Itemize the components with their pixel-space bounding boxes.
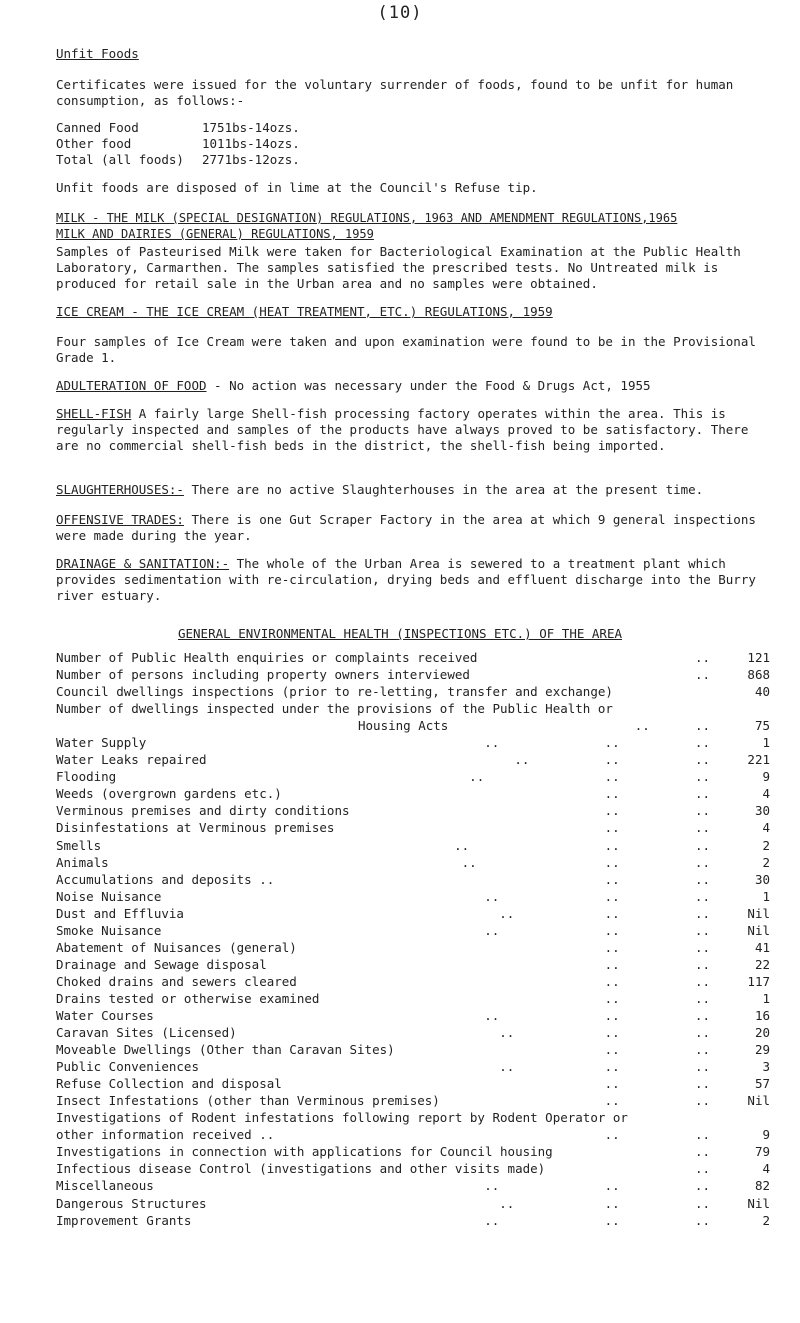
table-row	[56, 701, 770, 718]
milk-section	[56, 210, 766, 242]
shell-fish-section	[56, 406, 766, 454]
row-leader-dots: .. ..	[604, 956, 710, 972]
row-label: Verminous premises and dirty conditions	[56, 803, 350, 819]
row-label: Dust and Effluvia	[56, 905, 184, 921]
row-value: 79	[754, 1144, 770, 1160]
row-value: 9	[762, 769, 770, 785]
table-row	[56, 855, 770, 872]
food-label: Total (all foods)	[56, 152, 184, 167]
offensive-trades-text: There is one Gut Scraper Factory in the area at which 9 general inspections were made during the year.	[56, 512, 756, 543]
row-value: 29	[754, 1042, 770, 1058]
row-leader-dots: .. .. ..	[484, 1007, 710, 1023]
table-row	[56, 752, 770, 769]
row-value: 75	[754, 718, 770, 734]
table-row	[56, 906, 770, 923]
shell-fish-text: A fairly large Shell-fish processing factory operates within the area. This is regularly inspected and samples of the products have always proved to be satisfactory. There are no commercial shell-fish beds in the district, the shell-fish being imported.	[56, 406, 749, 453]
row-label: Drains tested or otherwise examined	[56, 990, 320, 1006]
table-row	[56, 718, 770, 735]
list-item	[56, 136, 766, 152]
row-label: Animals	[56, 854, 109, 870]
row-value: 1	[762, 990, 770, 1006]
row-leader-dots: .. ..	[604, 871, 710, 887]
row-value: 3	[762, 1059, 770, 1075]
row-value: 20	[754, 1025, 770, 1041]
row-label: Infectious disease Control (investigations and other visits made)	[56, 1161, 546, 1177]
slaughterhouses-text: There are no active Slaughterhouses in the area at the present time.	[183, 482, 704, 497]
row-label: Flooding	[56, 769, 117, 785]
food-value: 1751bs-14ozs.	[202, 120, 300, 135]
table-row	[56, 769, 770, 786]
row-label: Number of dwellings inspected under the provisions of the Public Health or	[56, 701, 613, 717]
row-value: 868	[747, 667, 770, 683]
row-label: Number of persons including property owners interviewed	[56, 667, 470, 683]
table-row	[56, 1025, 770, 1042]
table-row	[56, 803, 770, 820]
row-label: Public Conveniences	[56, 1059, 199, 1075]
table-row	[56, 923, 770, 940]
row-leader-dots: .. ..	[604, 939, 710, 955]
table-row	[56, 820, 770, 837]
row-leader-dots: .. ..	[604, 1127, 710, 1143]
row-leader-dots: .. .. ..	[499, 905, 710, 921]
ice-cream-heading: ICE CREAM - THE ICE CREAM (HEAT TREATMENT, ETC.) REGULATIONS, 1959	[56, 304, 553, 319]
row-label: Abatement of Nuisances (general)	[56, 939, 297, 955]
row-value: 221	[747, 752, 770, 768]
food-value: 1011bs-14ozs.	[202, 136, 300, 151]
row-label: Insect Infestations (other than Verminous premises)	[56, 1093, 440, 1109]
table-row	[56, 786, 770, 803]
row-label: Water Courses	[56, 1007, 154, 1023]
row-leader-dots: ..	[694, 1161, 710, 1177]
row-value: 40	[754, 684, 770, 700]
food-label: Canned Food	[56, 120, 139, 135]
row-value: Nil	[747, 905, 770, 921]
inspections-table	[56, 650, 770, 1230]
row-leader-dots: .. .. ..	[499, 1059, 710, 1075]
row-value: 1	[762, 888, 770, 904]
row-value: 82	[754, 1178, 770, 1194]
row-leader-dots: .. ..	[634, 718, 710, 734]
food-label: Other food	[56, 136, 132, 151]
row-label: Noise Nuisance	[56, 888, 162, 904]
row-value: Nil	[747, 922, 770, 938]
row-label: Smoke Nuisance	[56, 922, 162, 938]
table-row	[56, 1042, 770, 1059]
unfit-foods-intro	[56, 77, 766, 109]
row-label: Accumulations and deposits ..	[56, 871, 275, 887]
table-row	[56, 991, 770, 1008]
row-leader-dots: .. .. ..	[484, 1212, 710, 1228]
list-item	[56, 120, 766, 136]
row-label: Weeds (overgrown gardens etc.)	[56, 786, 282, 802]
table-row	[56, 735, 770, 752]
row-value: 22	[754, 956, 770, 972]
table-row	[56, 889, 770, 906]
row-value: 16	[754, 1007, 770, 1023]
ice-cream-text: Four samples of Ice Cream were taken and upon examination were found to be in the Provisional Grade 1.	[56, 334, 756, 365]
table-row	[56, 667, 770, 684]
table-row	[56, 1093, 770, 1110]
disposal-text: Unfit foods are disposed of in lime at the Council's Refuse tip.	[56, 180, 538, 195]
offensive-trades-heading: OFFENSIVE TRADES:	[56, 512, 184, 527]
row-value: 2	[762, 837, 770, 853]
row-label: Investigations in connection with applications for Council housing	[56, 1144, 553, 1160]
ice-cream-section	[56, 304, 766, 320]
row-leader-dots: .. ..	[604, 820, 710, 836]
unfit-foods-disposal	[56, 180, 766, 196]
food-value: 2771bs-12ozs.	[202, 152, 300, 167]
table-row	[56, 1144, 770, 1161]
unfit-foods-intro-text: Certificates were issued for the voluntary surrender of foods, found to be unfit for human consumption, as follows:-	[56, 77, 734, 108]
table-row	[56, 1178, 770, 1195]
row-value: 9	[762, 1127, 770, 1143]
slaughterhouses-heading: SLAUGHTERHOUSES:-	[56, 482, 184, 497]
adulteration-text: - No action was necessary under the Food & Drugs Act, 1955	[206, 378, 651, 393]
row-leader-dots: .. .. ..	[469, 769, 710, 785]
row-leader-dots: .. ..	[604, 786, 710, 802]
row-leader-dots: .. ..	[604, 990, 710, 1006]
row-leader-dots: ..	[694, 650, 710, 665]
unfit-foods-section	[56, 46, 766, 62]
row-leader-dots: .. ..	[604, 1076, 710, 1092]
row-label: Investigations of Rodent infestations following report by Rodent Operator or	[56, 1110, 628, 1126]
table-row	[56, 1110, 770, 1127]
row-label: Number of Public Health enquiries or complaints received	[56, 650, 478, 665]
table-row	[56, 684, 770, 701]
adulteration-section	[56, 378, 766, 394]
table-row	[56, 838, 770, 855]
row-leader-dots: ..	[694, 667, 710, 683]
row-leader-dots: .. .. ..	[499, 1025, 710, 1041]
unfit-foods-heading: Unfit Foods	[56, 46, 139, 61]
row-label: other information received ..	[56, 1127, 275, 1143]
row-label: Disinfestations at Verminous premises	[56, 820, 335, 836]
row-value: Nil	[747, 1195, 770, 1211]
row-value: 1	[762, 735, 770, 751]
row-value: 121	[747, 650, 770, 665]
row-leader-dots: .. .. ..	[461, 854, 710, 870]
row-leader-dots: ..	[694, 1144, 710, 1160]
offensive-trades-section	[56, 512, 766, 544]
adulteration-heading: ADULTERATION OF FOOD	[56, 378, 207, 393]
general-environmental-title: GENERAL ENVIRONMENTAL HEALTH (INSPECTIONS ETC.) OF THE AREA	[177, 626, 622, 641]
table-row	[56, 940, 770, 957]
row-leader-dots: .. ..	[604, 973, 710, 989]
row-label: Choked drains and sewers cleared	[56, 973, 297, 989]
row-leader-dots: .. .. ..	[484, 922, 710, 938]
page-number: (10)	[377, 3, 423, 23]
list-item	[56, 152, 766, 168]
row-value: 2	[762, 1212, 770, 1228]
table-row	[56, 872, 770, 889]
table-row	[56, 1161, 770, 1178]
table-row	[56, 1059, 770, 1076]
row-label: Moveable Dwellings (Other than Caravan Sites)	[56, 1042, 395, 1058]
row-label: Dangerous Structures	[56, 1195, 207, 1211]
row-label: Drainage and Sewage disposal	[56, 956, 267, 972]
row-label: Refuse Collection and disposal	[56, 1076, 282, 1092]
milk-heading-line1: MILK - THE MILK (SPECIAL DESIGNATION) REGULATIONS, 1963 AND AMENDMENT REGULATIONS,1965	[56, 211, 678, 225]
table-row	[56, 1213, 770, 1230]
row-label: Improvement Grants	[56, 1212, 192, 1228]
row-value: 4	[762, 820, 770, 836]
row-label: Council dwellings inspections (prior to re-letting, transfer and exchange)	[56, 684, 613, 700]
row-leader-dots: .. .. ..	[454, 837, 710, 853]
ice-cream-text-block	[56, 334, 766, 366]
row-leader-dots: .. .. ..	[484, 888, 710, 904]
row-value: 117	[747, 973, 770, 989]
row-label: Water Leaks repaired	[56, 752, 207, 768]
table-row	[56, 650, 770, 667]
row-value: 4	[762, 1161, 770, 1177]
table-row	[56, 957, 770, 974]
row-leader-dots: .. ..	[604, 1042, 710, 1058]
shell-fish-heading: SHELL-FISH	[56, 406, 132, 421]
row-value: 41	[754, 939, 770, 955]
row-leader-dots: .. ..	[604, 1093, 710, 1109]
drainage-text: The whole of the Urban Area is sewered to a treatment plant which provides sedimentation with re-circulation, drying beds and effluent discharge into the Burry river estuary.	[56, 556, 756, 603]
table-row	[56, 1008, 770, 1025]
milk-text: Samples of Pasteurised Milk were taken for Bacteriological Examination at the Public Health Laboratory, Carmarthen. The samples satisfied the prescribed tests. No Untreated milk is produced for retail sale in the Urban area and no samples were obtained.	[56, 244, 741, 291]
row-label: Miscellaneous	[56, 1178, 154, 1194]
table-row	[56, 1196, 770, 1213]
table-row	[56, 1127, 770, 1144]
drainage-section	[56, 556, 766, 604]
row-leader-dots: .. ..	[604, 803, 710, 819]
row-value: 57	[754, 1076, 770, 1092]
row-leader-dots: .. .. ..	[484, 735, 710, 751]
row-value: Nil	[747, 1093, 770, 1109]
row-label: Water Supply	[56, 735, 147, 751]
row-leader-dots: .. .. ..	[514, 752, 710, 768]
row-value: 2	[762, 854, 770, 870]
row-value: 30	[754, 871, 770, 887]
row-value: 4	[762, 786, 770, 802]
milk-heading-line2: MILK AND DAIRIES (GENERAL) REGULATIONS, 1959	[56, 227, 374, 241]
table-row	[56, 974, 770, 991]
row-label: Caravan Sites (Licensed)	[56, 1025, 237, 1041]
row-leader-dots: .. .. ..	[499, 1195, 710, 1211]
slaughterhouses-section	[56, 482, 766, 498]
table-row	[56, 1076, 770, 1093]
row-value: 30	[754, 803, 770, 819]
drainage-heading: DRAINAGE & SANITATION:-	[56, 556, 230, 571]
unfit-foods-list	[56, 120, 766, 168]
row-leader-dots: .. .. ..	[484, 1178, 710, 1194]
row-label: Smells	[56, 837, 102, 853]
milk-text-block	[56, 244, 766, 292]
row-label: Housing Acts	[358, 718, 449, 734]
